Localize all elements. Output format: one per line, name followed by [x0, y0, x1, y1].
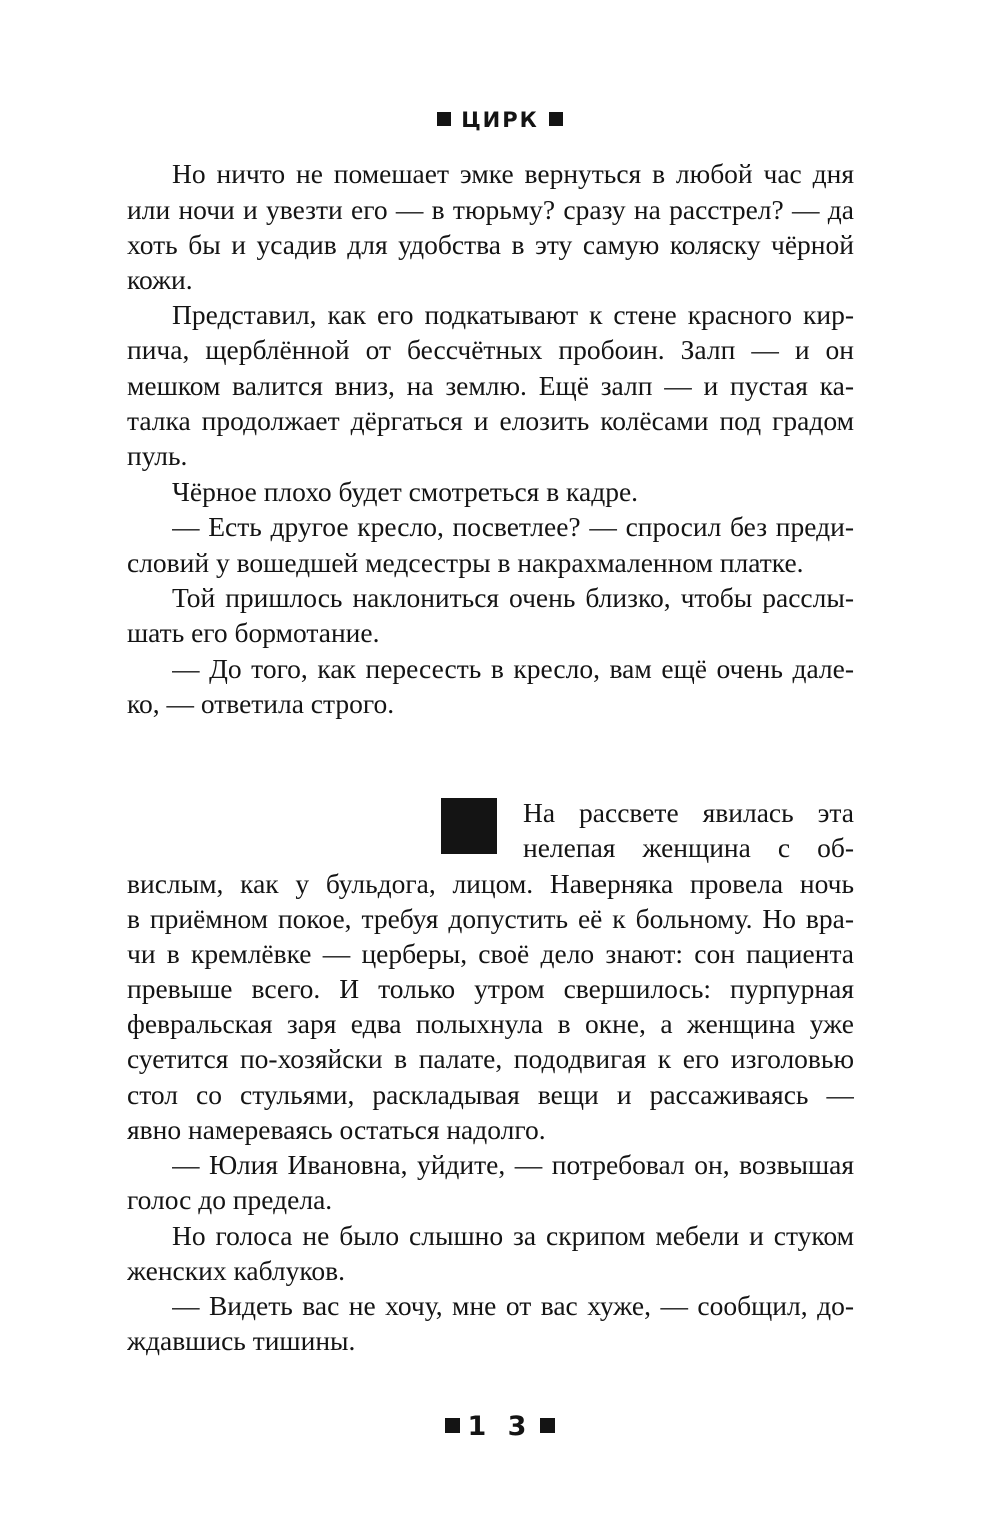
- text-line: или ночи и увезти его — в тюрьму? сразу на расстрел? — да: [127, 194, 854, 225]
- text-line: явно намереваясь остаться надолго.: [127, 1114, 546, 1145]
- text-line: женских каблуков.: [127, 1255, 345, 1286]
- text-line: Той пришлось наклониться очень близко, чтобы расслы-: [172, 582, 854, 613]
- text-line: кожи.: [127, 264, 193, 295]
- text-line: На рассвете явилась эта: [523, 797, 854, 828]
- square-ornament-icon: [437, 112, 451, 126]
- text-line: превыше всего. И только утром свершилось: пурпурная: [127, 973, 854, 1004]
- text-line: Представил, как его подкатывают к стене красного кир-: [172, 299, 854, 330]
- text-line: чи в кремлёвке — церберы, своё дело знают: сон пациента: [127, 938, 854, 969]
- text-line: — Юлия Ивановна, уйдите, — потребовал он, возвышая: [172, 1149, 854, 1180]
- text-line: вислым, как у бульдога, лицом. Наверняка провела ночь: [127, 868, 854, 899]
- text-line: — До того, как пересесть в кресло, вам ещё очень дале-: [172, 653, 854, 684]
- page-footer: [0, 1412, 1000, 1442]
- text-line: стол со стульями, раскладывая вещи и рассаживаясь —: [127, 1079, 854, 1110]
- text-line: пуль.: [127, 440, 188, 471]
- text-line: мешком валится вниз, на землю. Ещё залп — и пустая ка-: [127, 370, 854, 401]
- text-line: шать его бормотание.: [127, 617, 380, 648]
- text-line: суетится по-хозяйски в палате, пододвигая к его изголовью: [127, 1043, 854, 1074]
- square-ornament-icon: [540, 1418, 555, 1433]
- text-line: Но ничто не помешает эмке вернуться в любой час дня: [172, 158, 854, 189]
- text-line: талка продолжает дёргаться и елозить колёсами под градом: [127, 405, 854, 436]
- square-ornament-icon: [445, 1418, 460, 1433]
- text-line: февральская заря едва полыхнула в окне, а женщина уже: [127, 1008, 854, 1039]
- running-header: [0, 108, 1000, 132]
- text-line: пича, щерблённой от бессчётных пробоин. Залп — и он: [127, 334, 854, 365]
- page-number: 1 3: [467, 1411, 533, 1442]
- text-line: голос до предела.: [127, 1184, 333, 1215]
- text-line: хоть бы и усадив для удобства в эту самую коляску чёрной: [127, 229, 854, 260]
- text-line: Чёрное плохо будет смотреться в кадре.: [172, 476, 639, 507]
- text-line: в приёмном покое, требуя допустить её к больному. Но вра-: [127, 903, 854, 934]
- section-marker-square-icon: [441, 798, 497, 854]
- text-line: Но голоса не было слышно за скрипом мебели и стуком: [172, 1220, 854, 1251]
- text-line: нелепая женщина с об-: [523, 832, 854, 863]
- text-line: — Есть другое кресло, посветлее? — спросил без преди-: [172, 511, 854, 542]
- square-ornament-icon: [549, 112, 563, 126]
- text-line: — Видеть вас не хочу, мне от вас хуже, — сообщил, до-: [172, 1290, 854, 1321]
- text-line: словий у вошедшей медсестры в накрахмаленном платке.: [127, 547, 804, 578]
- text-line: ждавшись тишины.: [127, 1325, 356, 1356]
- text-line: ко, — ответила строго.: [127, 688, 395, 719]
- header-title: ЦИРК: [461, 108, 539, 132]
